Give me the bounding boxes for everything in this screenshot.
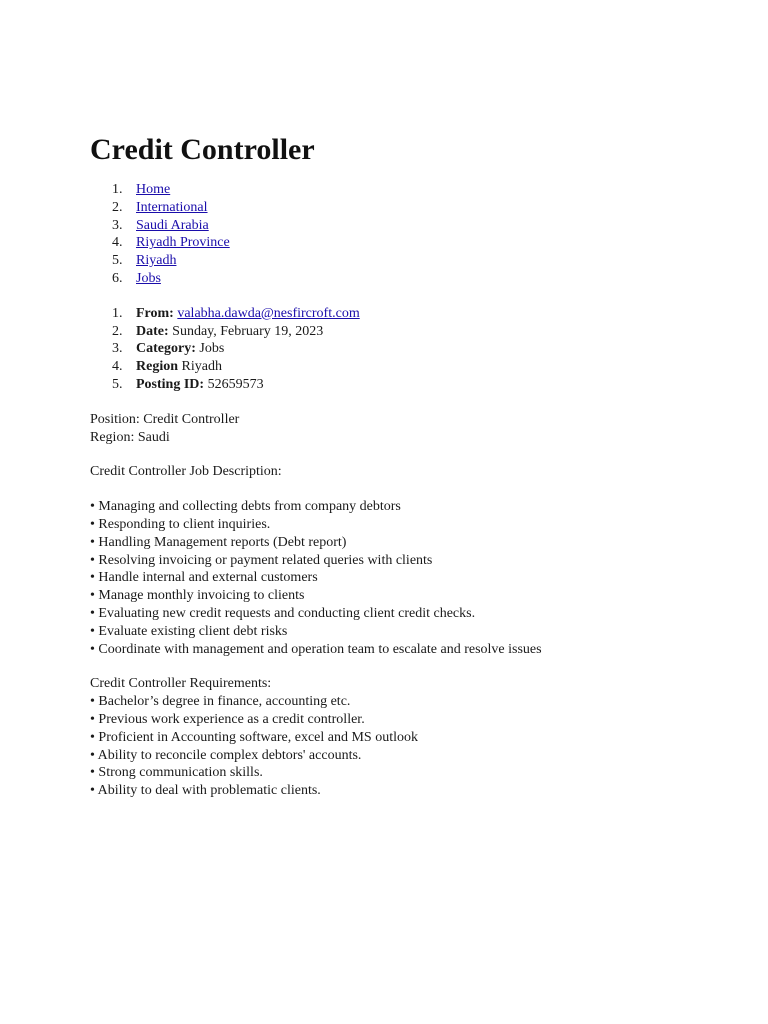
- meta-label: From:: [136, 305, 174, 321]
- list-number: 4.: [112, 235, 123, 251]
- meta-value: Jobs: [199, 341, 225, 357]
- meta-value: Riyadh: [181, 359, 222, 375]
- position-summary: [90, 411, 730, 447]
- list-item: • Ability to reconcile complex debtors' accounts.: [90, 747, 362, 763]
- list-number: 2.: [112, 199, 123, 215]
- breadcrumb-item: [90, 270, 730, 288]
- list-item: • Responding to client inquiries.: [90, 516, 271, 532]
- meta-category: [90, 340, 730, 358]
- meta-label: Category:: [136, 341, 196, 357]
- breadcrumb-link-riyadh[interactable]: Riyadh: [136, 253, 177, 269]
- list-item: • Evaluate existing client debt risks: [90, 623, 288, 639]
- meta-label: Date:: [136, 323, 169, 339]
- breadcrumb-link-saudi-arabia[interactable]: Saudi Arabia: [136, 217, 209, 233]
- breadcrumb-item: [90, 181, 730, 199]
- meta-label: Region: [136, 359, 178, 375]
- breadcrumb-link-home[interactable]: Home: [136, 182, 171, 197]
- list-number: 3.: [112, 217, 123, 233]
- list-item: • Handle internal and external customers: [90, 570, 318, 586]
- breadcrumb-link-international[interactable]: International: [136, 199, 208, 215]
- list-item: • Strong communication skills.: [90, 765, 263, 781]
- meta-from: [90, 305, 730, 323]
- list-number: 5.: [112, 253, 123, 269]
- list-item: • Managing and collecting debts from company debtors: [90, 499, 401, 515]
- page-title: Credit Controller: [90, 133, 315, 166]
- list-number: 5.: [112, 376, 123, 392]
- meta-date: [90, 323, 730, 341]
- list-item: • Previous work experience as a credit controller.: [90, 711, 365, 727]
- breadcrumb-item: [90, 234, 730, 252]
- list-number: 2.: [112, 323, 123, 339]
- breadcrumb-link-riyadh-province[interactable]: Riyadh Province: [136, 235, 230, 251]
- breadcrumb-link-jobs[interactable]: Jobs: [136, 270, 161, 286]
- list-item: • Manage monthly invoicing to clients: [90, 588, 305, 604]
- position-line: Position: Credit Controller: [90, 411, 240, 427]
- meta-label: Posting ID:: [136, 376, 205, 392]
- list-item: • Ability to deal with problematic clients.: [90, 783, 321, 799]
- job-posting: [90, 132, 730, 800]
- list-item: • Resolving invoicing or payment related queries with clients: [90, 552, 433, 568]
- section-heading: Credit Controller Requirements:: [90, 676, 272, 692]
- meta-value: 52659573: [207, 376, 264, 392]
- responsibilities-list: [90, 498, 730, 658]
- list-item: • Evaluating new credit requests and conducting client credit checks.: [90, 605, 476, 621]
- description-heading: [90, 463, 730, 481]
- breadcrumb-item: [90, 199, 730, 217]
- sender-email-link[interactable]: valabha.dawda@nesfircroft.com: [177, 305, 360, 321]
- region-line: Region: Saudi: [90, 429, 170, 445]
- list-item: • Bachelor’s degree in finance, accounting etc.: [90, 694, 351, 710]
- posting-meta: [90, 305, 730, 394]
- breadcrumb: [90, 181, 730, 288]
- requirements-section: [90, 675, 730, 800]
- list-item: • Handling Management reports (Debt report): [90, 534, 347, 550]
- list-number: 6.: [112, 270, 123, 286]
- list-number: 4.: [112, 359, 123, 375]
- meta-value: Sunday, February 19, 2023: [172, 323, 324, 339]
- meta-posting-id: [90, 376, 730, 394]
- list-number: 1.: [112, 305, 123, 321]
- section-heading: Credit Controller Job Description:: [90, 464, 282, 480]
- list-number: 1.: [112, 182, 123, 197]
- list-item: • Proficient in Accounting software, excel and MS outlook: [90, 729, 419, 745]
- breadcrumb-item: [90, 217, 730, 235]
- meta-region: [90, 358, 730, 376]
- list-item: • Coordinate with management and operation team to escalate and resolve issues: [90, 641, 542, 657]
- list-number: 3.: [112, 341, 123, 357]
- breadcrumb-item: [90, 252, 730, 270]
